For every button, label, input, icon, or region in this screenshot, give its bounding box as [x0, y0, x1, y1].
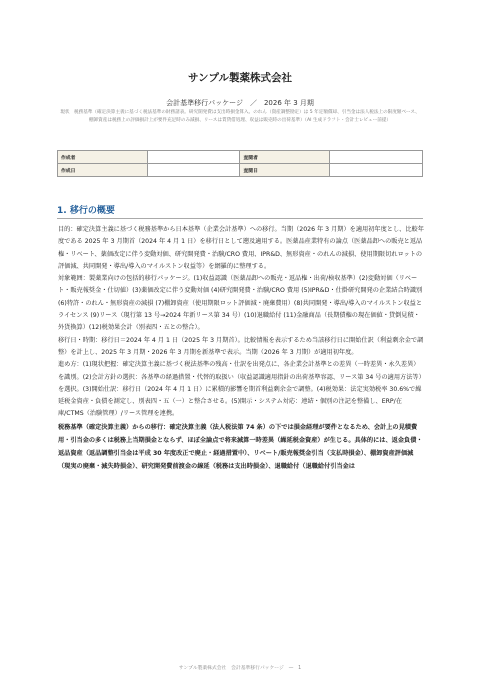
- table-row: [58, 164, 423, 177]
- company-title: サンプル製薬株式会社: [187, 72, 293, 84]
- reviewed-date-value: [330, 164, 423, 177]
- section-divider: [57, 218, 423, 219]
- scope-paragraph: 対象範囲：製薬業向けの包括的移行パッケージ。(1)収益認識（医薬品卸への販売・返品権・出荷/検収基準）(2)変動対価（リベート・販売報奨金・仕切値）(3)薬価改定に伴う変動対価 (4)研究開発費・治験/CRO 費用 (5)IPR&D・仕掛研究開発の企業結合時識別 (6)特許・のれん・無形資産の減損 (7)棚卸資産（使用期限ロット評価減・廃棄費用）(8)共同開発・導出/導入のマイルストン収益とライセンス (9)リース（現行第 13 号→2024 年新リース第 34 号）(10)退職給付 (11)金融商品（長期債権の現在価値・貸倒見積・外貨換算）(12)税効果会計（別表四・五との整合）。: [58, 275, 423, 332]
- document-subtitle: 会計基準移行パッケージ ／ 2026 年 3 月期: [166, 99, 314, 107]
- reviewer-value: [330, 151, 423, 164]
- purpose-paragraph: 目的：確定決算主義に基づく税務基準から日本基準（企業会計基準）への移行。当期（2026 年 3 月期）を適用初年度とし、比較年度である 2025 年 3 月期首（2024 年 4 月 1 日）を移行日として遡及適用する。医薬品産業特有の論点（医薬品卸への販売と返品権・リベート、薬価改定に伴う変動対価、研究開発費・治験/CRO 費用、IPR&D、無形資産・のれんの減損、使用期限切れロットの評価減、共同開発・導出/導入のマイルストン収益等）を網羅的に整理する。: [58, 226, 424, 270]
- status-note: 現状 税務基準（確定決算主義に基づく税法基準の財務諸表。研究開発費は支出時損金算入、のれん（資産調整勘定）は 5 年定額償却、引当金は法人税法上の限度額ベース、棚卸資産は税務上の評価損計上が要件充足時のみ減損、リースは賃貸借処理、収益は販売時の出荷基準）（AI 生成ドラフト・会計士レビュー前提）: [60, 110, 420, 123]
- timing-paragraph: 移行日・時期：移行日＝2024 年 4 月 1 日（2025 年 3 月期首）。比較情報を表示するため当該移行日に開始仕訳（利益剰余金で調整）を計上し、2025 年 3 月期・2026 年 3 月期を新基準で表示。当期（2026 年 3 月期）が適用初年度。: [58, 336, 424, 356]
- prepared-date-value: [147, 164, 240, 177]
- sign-off-table: [57, 150, 423, 177]
- preparer-label: 作成者: [58, 151, 148, 164]
- page-footer: サンプル製薬株式会社 会計基準移行パッケージ — 1: [178, 666, 302, 671]
- section-heading: 1. 移行の概要: [57, 206, 115, 216]
- table-row: [58, 151, 423, 164]
- tax-basis-paragraph: 税務基準（確定決算主義）からの移行：確定決算主義（法人税法第 74 条）の下では損金経理が要件となるため、会計上の見積費用・引当金の多くは税務上当期損金とならず、ほぼ全論点で将来減算一時差異（繰延税金資産）が生じる。具体的には、返金負債・返品資産（返品調整引当金は平成 30 年度改正で廃止・経過措置中）、リベート/販売報奨金引当（支払時損金）、棚卸資産評価減（現実の廃棄・減失時損金）、研究開発費前渡金の線延（税務は支出時損金）、退職給付（退職給付引当金は: [58, 423, 423, 471]
- preparer-value: [147, 151, 240, 164]
- approach-paragraph: 進め方：(1)現状把握：確定決算主義に基づく税法基準の残高・仕訳を出発点に、各企業会計基準との差異（一時差異・永久差異）を識別。(2)会計方針の選択：各基準の経過措置・代替的取扱い（収益認識適用指針の出荷基準容認、リース第 34 号の適用方法等）を選択。(3)開始仕訳：移行日（2024 年 4 月 1 日）に累積的影響を期首利益剰余金で調整。(4)税効果：法定実効税率 30.6%で繰延税金資産・負債を測定し、別表四・五（一）と整合させる。(5)開示・システム対応：連結・個別の注記を整備し、ERP/在庫/CTMS（治験管理）/リース管理を連携。: [58, 361, 422, 418]
- reviewed-date-label: 査閲日: [240, 164, 330, 177]
- reviewer-label: 査閲者: [240, 151, 330, 164]
- section-body: [58, 224, 424, 474]
- prepared-date-label: 作成日: [58, 164, 148, 177]
